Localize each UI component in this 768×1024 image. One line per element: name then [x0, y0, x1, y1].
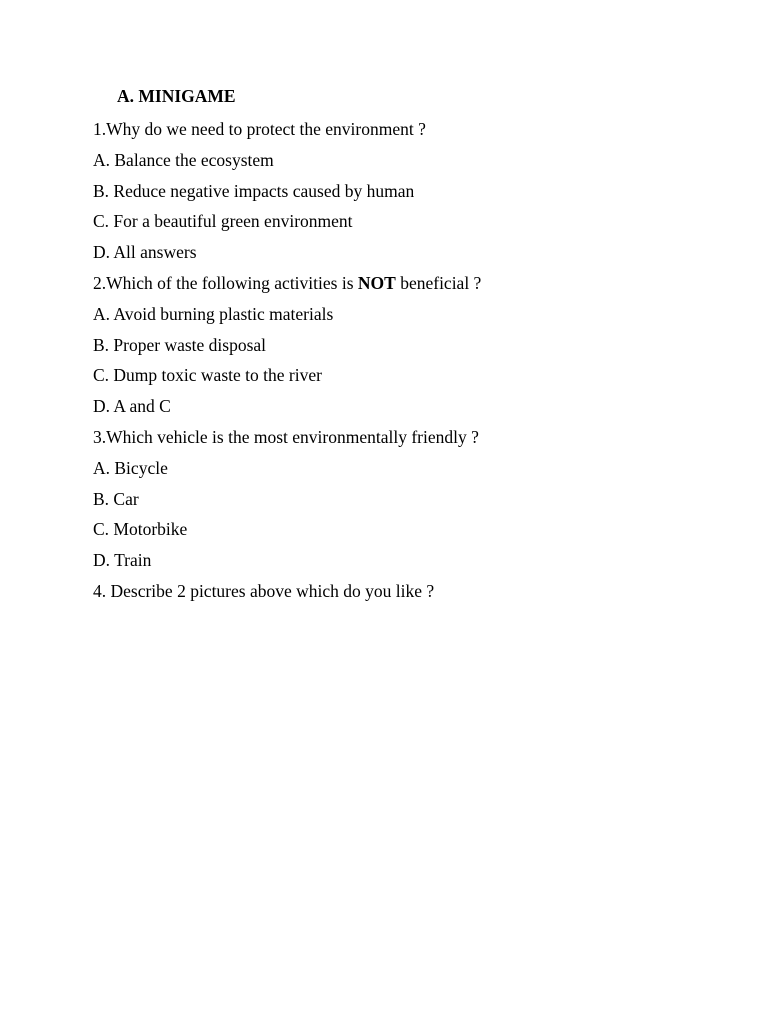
quiz-content [93, 117, 481, 610]
question-1-option-d: D. All answers [93, 242, 197, 263]
section-heading: A. MINIGAME [117, 86, 236, 106]
question-1: 1.Why do we need to protect the environment ? [93, 119, 426, 139]
question-1-option-a: A. Balance the ecosystem [93, 149, 274, 170]
question-2-option-d: D. A and C [93, 396, 171, 417]
question-2-text-end: beneficial ? [395, 272, 482, 293]
question-2-option-b: B. Proper waste disposal [93, 334, 267, 355]
question-2-option-a: A. Avoid burning plastic materials [93, 303, 334, 324]
question-3-option-a: A. Bicycle [93, 457, 168, 478]
question-1-option-c: C. For a beautiful green environment [93, 211, 353, 232]
question-1-option-b: B. Reduce negative impacts caused by human [93, 180, 415, 201]
question-2-emphasis: NOT [357, 272, 396, 293]
question-3: 3.Which vehicle is the most environmentally friendly ? [93, 426, 479, 447]
question-2-option-c: C. Dump toxic waste to the river [93, 365, 322, 386]
question-3-option-d: D. Train [93, 550, 152, 571]
question-4: 4. Describe 2 pictures above which do you like ? [93, 580, 435, 601]
question-2-text-start: 2.Which of the following activities is [93, 272, 358, 293]
question-3-option-b: B. Car [93, 488, 139, 509]
question-3-option-c: C. Motorbike [93, 519, 188, 540]
question-2 [93, 271, 481, 302]
